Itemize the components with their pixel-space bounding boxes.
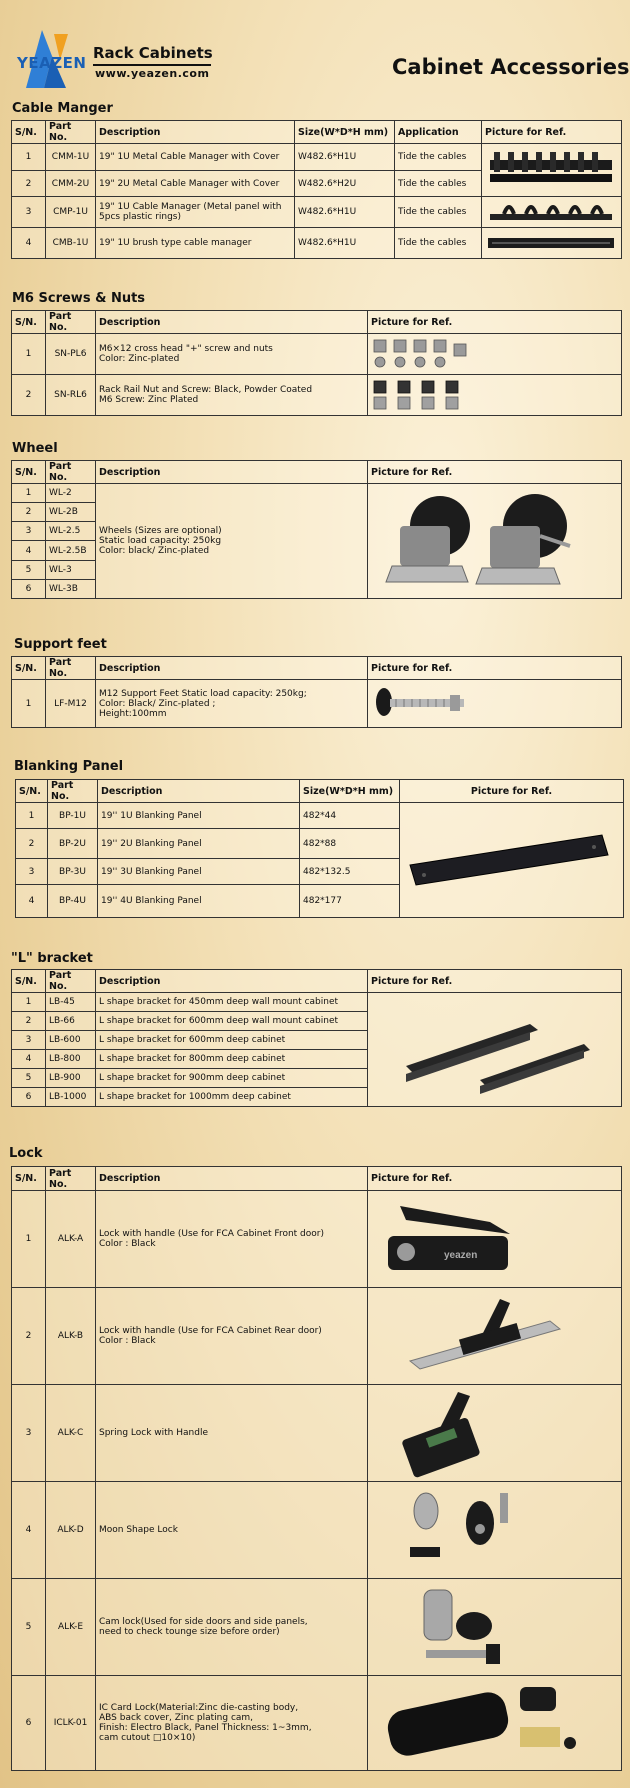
col-header-picture: Picture for Ref. bbox=[368, 970, 622, 993]
table-header-row bbox=[12, 311, 622, 334]
rear-door-lock-image bbox=[370, 1291, 618, 1381]
page-title: Cabinet Accessories bbox=[392, 55, 630, 79]
table-row bbox=[12, 993, 622, 1012]
part-no-cell: LB-45 bbox=[46, 993, 96, 1012]
col-header-sn: S/N. bbox=[12, 1167, 46, 1191]
sn-cell: 6 bbox=[12, 1676, 46, 1771]
table-row bbox=[12, 144, 622, 171]
table-header-row bbox=[12, 121, 622, 144]
col-header-desc: Description bbox=[96, 657, 368, 680]
col-header-sn: S/N. bbox=[12, 121, 46, 144]
section-title-lock: Lock bbox=[9, 1146, 43, 1161]
col-header-part: Part No. bbox=[46, 461, 96, 484]
picture-cell bbox=[400, 803, 624, 918]
part-no-cell: CMB-1U bbox=[46, 228, 96, 259]
section-title-screws: M6 Screws & Nuts bbox=[12, 291, 146, 306]
col-header-size: Size(W*D*H mm) bbox=[300, 780, 400, 803]
size-cell: 482*88 bbox=[300, 829, 400, 859]
sn-cell: 4 bbox=[16, 885, 48, 918]
table-row bbox=[12, 375, 622, 416]
blanking-panel-image bbox=[402, 805, 620, 915]
section-title-l-bracket: "L" bracket bbox=[11, 951, 93, 966]
table-row bbox=[12, 1288, 622, 1385]
description-line: M6 Screw: Zinc Plated bbox=[99, 395, 199, 405]
description-line: ABS back cover, Zinc plating cam, bbox=[99, 1713, 254, 1723]
sn-cell: 3 bbox=[12, 1031, 46, 1050]
table-header-row bbox=[12, 657, 622, 680]
description-cell: 19'' 4U Blanking Panel bbox=[98, 885, 300, 918]
table-header-row bbox=[12, 1167, 622, 1191]
section-title-cable-manager: Cable Manger bbox=[12, 101, 113, 116]
table-header-row bbox=[12, 970, 622, 993]
description-cell bbox=[96, 375, 368, 416]
size-cell: W482.6*H2U bbox=[295, 171, 395, 197]
picture-cell bbox=[368, 1676, 622, 1771]
metal-cable-manager-image bbox=[484, 146, 618, 194]
table-header-row bbox=[16, 780, 624, 803]
description-cell: L shape bracket for 1000mm deep cabinet bbox=[96, 1088, 368, 1107]
screws-table bbox=[11, 310, 622, 416]
sn-cell: 2 bbox=[12, 503, 46, 522]
sn-cell: 3 bbox=[16, 859, 48, 885]
description-cell bbox=[96, 484, 368, 599]
application-cell: Tide the cables bbox=[395, 144, 482, 171]
sn-cell: 4 bbox=[12, 1050, 46, 1069]
description-line: Color: black/ Zinc-plated bbox=[99, 546, 210, 556]
col-header-sn: S/N. bbox=[12, 461, 46, 484]
col-header-picture: Picture for Ref. bbox=[368, 461, 622, 484]
description-cell: L shape bracket for 600mm deep cabinet bbox=[96, 1031, 368, 1050]
picture-cell bbox=[368, 1288, 622, 1385]
table-row bbox=[12, 1676, 622, 1771]
col-header-picture: Picture for Ref. bbox=[368, 311, 622, 334]
col-header-desc: Description bbox=[96, 461, 368, 484]
part-no-cell: BP-2U bbox=[48, 829, 98, 859]
support-feet-table bbox=[11, 656, 622, 728]
col-header-part: Part No. bbox=[48, 780, 98, 803]
description-line: cam cutout □10×10) bbox=[99, 1733, 196, 1743]
sn-cell: 1 bbox=[12, 484, 46, 503]
description-cell: 19" 1U Cable Manager (Metal panel with 5pcs plastic rings) bbox=[96, 197, 295, 228]
part-no-cell: ALK-A bbox=[46, 1191, 96, 1288]
col-header-part: Part No. bbox=[46, 970, 96, 993]
col-header-desc: Description bbox=[96, 311, 368, 334]
table-row bbox=[12, 680, 622, 728]
table-row bbox=[12, 334, 622, 375]
section-title-wheel: Wheel bbox=[12, 441, 58, 456]
sn-cell: 5 bbox=[12, 560, 46, 579]
front-door-lock-image bbox=[370, 1194, 618, 1284]
description-line: Lock with handle (Use for FCA Cabinet Front door) bbox=[99, 1229, 324, 1239]
sn-cell: 2 bbox=[12, 1012, 46, 1031]
table-row bbox=[12, 1191, 622, 1288]
part-no-cell: ALK-C bbox=[46, 1385, 96, 1482]
picture-cell bbox=[368, 1482, 622, 1579]
brand-divider bbox=[93, 64, 211, 66]
col-header-part: Part No. bbox=[46, 1167, 96, 1191]
description-cell bbox=[96, 1288, 368, 1385]
size-cell: W482.6*H1U bbox=[295, 197, 395, 228]
sn-cell: 1 bbox=[12, 993, 46, 1012]
cam-lock-image bbox=[370, 1582, 618, 1672]
description-line: Wheels (Sizes are optional) bbox=[99, 526, 222, 536]
picture-cell bbox=[482, 197, 622, 228]
sn-cell: 2 bbox=[16, 829, 48, 859]
picture-cell bbox=[482, 228, 622, 259]
picture-cell bbox=[368, 680, 622, 728]
table-row bbox=[12, 1482, 622, 1579]
size-cell: W482.6*H1U bbox=[295, 228, 395, 259]
col-header-sn: S/N. bbox=[16, 780, 48, 803]
brand-url[interactable]: www.yeazen.com bbox=[95, 67, 210, 80]
table-row bbox=[12, 484, 622, 503]
screw-nut-image bbox=[370, 336, 480, 372]
picture-cell bbox=[482, 144, 622, 197]
section-title-support-feet: Support feet bbox=[14, 637, 107, 652]
description-cell bbox=[96, 680, 368, 728]
description-line: Moon Shape Lock bbox=[99, 1525, 178, 1535]
picture-cell bbox=[368, 375, 622, 416]
part-no-cell: WL-3B bbox=[46, 579, 96, 598]
lock-brand-label: yeazen bbox=[444, 1250, 478, 1261]
size-cell: 482*132.5 bbox=[300, 859, 400, 885]
description-cell bbox=[96, 1579, 368, 1676]
part-no-cell: ALK-B bbox=[46, 1288, 96, 1385]
description-cell bbox=[96, 334, 368, 375]
col-header-part: Part No. bbox=[46, 657, 96, 680]
part-no-cell: SN-PL6 bbox=[46, 334, 96, 375]
part-no-cell: WL-2.5 bbox=[46, 522, 96, 541]
col-header-picture: Picture for Ref. bbox=[368, 1167, 622, 1191]
sn-cell: 1 bbox=[12, 144, 46, 171]
table-row bbox=[12, 1579, 622, 1676]
table-row bbox=[12, 197, 622, 228]
part-no-cell: LB-1000 bbox=[46, 1088, 96, 1107]
description-line: Color : Black bbox=[99, 1239, 156, 1249]
rack-nut-image bbox=[370, 377, 480, 413]
description-cell: 19'' 3U Blanking Panel bbox=[98, 859, 300, 885]
sn-cell: 6 bbox=[12, 1088, 46, 1107]
ring-cable-manager-image bbox=[484, 200, 618, 224]
sn-cell: 2 bbox=[12, 171, 46, 197]
size-cell: W482.6*H1U bbox=[295, 144, 395, 171]
description-cell: L shape bracket for 900mm deep cabinet bbox=[96, 1069, 368, 1088]
col-header-size: Size(W*D*H mm) bbox=[295, 121, 395, 144]
brand-title: Rack Cabinets bbox=[93, 44, 213, 62]
part-no-cell: WL-2 bbox=[46, 484, 96, 503]
picture-cell bbox=[368, 1385, 622, 1482]
support-foot-image bbox=[370, 684, 480, 724]
part-no-cell: CMP-1U bbox=[46, 197, 96, 228]
size-cell: 482*177 bbox=[300, 885, 400, 918]
description-cell bbox=[96, 1482, 368, 1579]
col-header-sn: S/N. bbox=[12, 970, 46, 993]
description-cell: 19" 2U Metal Cable Manager with Cover bbox=[96, 171, 295, 197]
application-cell: Tide the cables bbox=[395, 228, 482, 259]
wheel-caster-image bbox=[370, 486, 618, 596]
description-cell: 19'' 1U Blanking Panel bbox=[98, 803, 300, 829]
part-no-cell: LB-900 bbox=[46, 1069, 96, 1088]
description-cell: 19" 1U Metal Cable Manager with Cover bbox=[96, 144, 295, 171]
description-line: M6×12 cross head "+" screw and nuts bbox=[99, 344, 273, 354]
col-header-part: Part No. bbox=[46, 121, 96, 144]
part-no-cell: LB-600 bbox=[46, 1031, 96, 1050]
part-no-cell: LF-M12 bbox=[46, 680, 96, 728]
part-no-cell: CMM-2U bbox=[46, 171, 96, 197]
description-cell: L shape bracket for 450mm deep wall mount cabinet bbox=[96, 993, 368, 1012]
lock-table bbox=[11, 1166, 622, 1771]
description-cell: L shape bracket for 600mm deep wall mount cabinet bbox=[96, 1012, 368, 1031]
sn-cell: 4 bbox=[12, 541, 46, 560]
col-header-part: Part No. bbox=[46, 311, 96, 334]
description-line: Color : Black bbox=[99, 1336, 156, 1346]
description-line: IC Card Lock(Material:Zinc die-casting body, bbox=[99, 1703, 299, 1713]
sn-cell: 1 bbox=[12, 334, 46, 375]
description-cell: 19'' 2U Blanking Panel bbox=[98, 829, 300, 859]
sn-cell: 1 bbox=[16, 803, 48, 829]
description-cell bbox=[96, 1191, 368, 1288]
application-cell: Tide the cables bbox=[395, 171, 482, 197]
col-header-desc: Description bbox=[96, 1167, 368, 1191]
brush-cable-manager-image bbox=[484, 232, 618, 254]
sn-cell: 5 bbox=[12, 1579, 46, 1676]
col-header-desc: Description bbox=[96, 970, 368, 993]
description-cell: L shape bracket for 800mm deep cabinet bbox=[96, 1050, 368, 1069]
sn-cell: 5 bbox=[12, 1069, 46, 1088]
description-line: Rack Rail Nut and Screw: Black, Powder Coated bbox=[99, 385, 313, 395]
logo-text: YEAZEN bbox=[17, 54, 87, 72]
sn-cell: 4 bbox=[12, 1482, 46, 1579]
description-line: Color: Zinc-plated bbox=[99, 354, 180, 364]
picture-cell bbox=[368, 1191, 622, 1288]
picture-cell bbox=[368, 334, 622, 375]
l-bracket-table bbox=[11, 969, 622, 1107]
description-cell: 19" 1U brush type cable manager bbox=[96, 228, 295, 259]
col-header-picture: Picture for Ref. bbox=[368, 657, 622, 680]
sn-cell: 2 bbox=[12, 375, 46, 416]
sn-cell: 3 bbox=[12, 197, 46, 228]
spring-lock-image bbox=[370, 1388, 618, 1478]
description-line: need to check tounge size before order) bbox=[99, 1627, 280, 1637]
description-line: Spring Lock with Handle bbox=[99, 1428, 208, 1438]
ic-card-lock-image bbox=[370, 1679, 618, 1767]
wheel-table bbox=[11, 460, 622, 599]
description-line: Static load capacity: 250kg bbox=[99, 536, 222, 546]
description-line: M12 Support Feet Static load capacity: 250kg; bbox=[99, 688, 307, 699]
col-header-desc: Description bbox=[98, 780, 300, 803]
picture-cell bbox=[368, 993, 622, 1107]
col-header-picture: Picture for Ref. bbox=[400, 780, 624, 803]
description-line: Lock with handle (Use for FCA Cabinet Rear door) bbox=[99, 1326, 322, 1336]
col-header-sn: S/N. bbox=[12, 311, 46, 334]
description-line: Cam lock(Used for side doors and side panels, bbox=[99, 1617, 308, 1627]
picture-cell bbox=[368, 484, 622, 599]
part-no-cell: LB-800 bbox=[46, 1050, 96, 1069]
part-no-cell: WL-2B bbox=[46, 503, 96, 522]
sn-cell: 4 bbox=[12, 228, 46, 259]
table-row bbox=[16, 803, 624, 829]
part-no-cell: ICLK-01 bbox=[46, 1676, 96, 1771]
part-no-cell: LB-66 bbox=[46, 1012, 96, 1031]
part-no-cell: SN-RL6 bbox=[46, 375, 96, 416]
part-no-cell: ALK-D bbox=[46, 1482, 96, 1579]
col-header-sn: S/N. bbox=[12, 657, 46, 680]
size-cell: 482*44 bbox=[300, 803, 400, 829]
description-line: Color: Black/ Zinc-plated ; bbox=[99, 698, 216, 709]
part-no-cell: WL-2.5B bbox=[46, 541, 96, 560]
application-cell: Tide the cables bbox=[395, 197, 482, 228]
table-row bbox=[12, 228, 622, 259]
l-bracket-image bbox=[370, 996, 618, 1104]
description-line: Height:100mm bbox=[99, 708, 167, 719]
description-line: Finish: Electro Black, Panel Thickness: 1~3mm, bbox=[99, 1723, 312, 1733]
col-header-picture: Picture for Ref. bbox=[482, 121, 622, 144]
part-no-cell: WL-3 bbox=[46, 560, 96, 579]
part-no-cell: BP-1U bbox=[48, 803, 98, 829]
moon-lock-image bbox=[370, 1485, 618, 1575]
sn-cell: 3 bbox=[12, 1385, 46, 1482]
part-no-cell: BP-4U bbox=[48, 885, 98, 918]
part-no-cell: CMM-1U bbox=[46, 144, 96, 171]
sn-cell: 1 bbox=[12, 1191, 46, 1288]
part-no-cell: BP-3U bbox=[48, 859, 98, 885]
part-no-cell: ALK-E bbox=[46, 1579, 96, 1676]
table-row bbox=[12, 1385, 622, 1482]
col-header-application: Application bbox=[395, 121, 482, 144]
sn-cell: 1 bbox=[12, 680, 46, 728]
cable-manager-table bbox=[11, 120, 622, 259]
table-header-row bbox=[12, 461, 622, 484]
col-header-desc: Description bbox=[96, 121, 295, 144]
section-title-blanking-panel: Blanking Panel bbox=[14, 759, 124, 774]
description-cell bbox=[96, 1385, 368, 1482]
blanking-panel-table bbox=[15, 779, 624, 918]
sn-cell: 6 bbox=[12, 579, 46, 598]
sn-cell: 3 bbox=[12, 522, 46, 541]
description-cell bbox=[96, 1676, 368, 1771]
sn-cell: 2 bbox=[12, 1288, 46, 1385]
picture-cell bbox=[368, 1579, 622, 1676]
